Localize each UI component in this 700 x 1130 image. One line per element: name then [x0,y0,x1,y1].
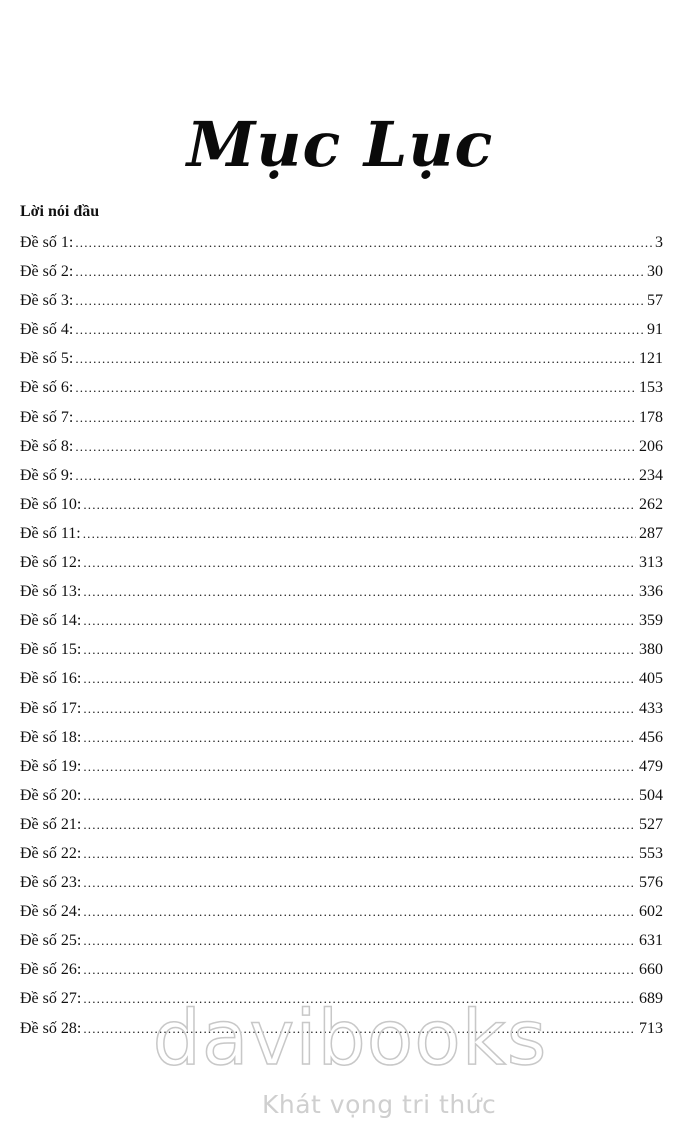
toc-entry [20,873,663,902]
toc-entry-label: Đề số 14: [20,612,82,630]
toc-entry-page: 262 [639,495,663,513]
toc-entry-page: 359 [639,612,663,630]
toc-leader-dots [75,291,644,311]
toc-entry [20,262,663,291]
toc-entry-page: 153 [639,379,663,397]
toc-entry-label: Đề số 2: [20,263,74,281]
toc-entry-label: Đề số 21: [20,815,82,833]
toc-entry [20,844,663,873]
toc-leader-dots [83,669,636,689]
toc-entry [20,931,663,960]
toc-entry-label: Đề số 28: [20,1019,82,1037]
toc-entry [20,378,663,407]
toc-leader-dots [83,524,636,544]
toc-entry [20,320,663,349]
toc-entry-label: Đề số 16: [20,670,82,688]
toc-leader-dots [83,902,636,922]
toc-entry-page: 57 [647,292,663,310]
toc-entry [20,553,663,582]
toc-leader-dots [75,349,636,369]
toc-leader-dots [83,582,636,602]
toc-entry [20,291,663,320]
toc-entry-page: 287 [639,524,663,542]
toc-entry-page: 433 [639,699,663,717]
toc-leader-dots [83,757,636,777]
toc-entry [20,524,663,553]
toc-entry [20,728,663,757]
toc-entry-label: Đề số 15: [20,641,82,659]
toc-entry-label: Đề số 6: [20,379,74,397]
toc-entry-page: 553 [639,844,663,862]
page-title: Mục Lục [186,108,494,181]
toc-entry-label: Đề số 9: [20,466,74,484]
toc-entry [20,757,663,786]
toc-entry-label: Đề số 22: [20,844,82,862]
toc-entry [20,669,663,698]
toc-entry-page: 527 [639,815,663,833]
toc-leader-dots [83,873,636,893]
toc-entry [20,408,663,437]
toc-entry-label: Đề số 18: [20,728,82,746]
toc-leader-dots [75,378,636,398]
toc-entry-label: Đề số 1: [20,234,74,251]
toc-entry-page: 689 [639,990,663,1008]
toc-leader-dots [83,640,636,660]
watermark-tagline: Khát vọng tri thức [262,1090,497,1119]
toc-entry-page: 456 [639,728,663,746]
toc-leader-dots [75,437,636,457]
toc-entry [20,466,663,495]
toc-entry-label: Đề số 12: [20,554,82,572]
toc-entry-page: 713 [639,1019,663,1037]
preface-entry: Lời nói đầu [20,203,100,220]
toc-entry [20,495,663,524]
toc-entry [20,960,663,989]
watermark-brand: davibooks [152,993,548,1082]
toc-entry-page: 479 [639,757,663,775]
toc-entry-page: 234 [639,466,663,484]
toc-entry-label: Đề số 8: [20,437,74,455]
toc-leader-dots [83,611,636,631]
toc-entry-page: 178 [639,408,663,426]
toc-entry [20,611,663,640]
toc-entry-page: 336 [639,583,663,601]
toc-leader-dots [75,233,652,253]
toc-entry [20,699,663,728]
toc-entry-label: Đề số 13: [20,583,82,601]
toc-entry [20,437,663,466]
toc-entry [20,786,663,815]
toc-entry-page: 576 [639,874,663,892]
toc-leader-dots [83,786,636,806]
toc-entry-label: Đề số 25: [20,932,82,950]
toc-entry-label: Đề số 17: [20,699,82,717]
toc-entry [20,815,663,844]
toc-leader-dots [83,699,636,719]
toc-entry-page: 602 [639,903,663,921]
toc-leader-dots [83,960,636,980]
toc-entry-page: 121 [639,350,663,368]
toc-entry-page: 313 [639,554,663,572]
toc-entry-label: Đề số 27: [20,990,82,1008]
toc-entry-page: 91 [647,321,663,339]
toc-entry [20,233,663,262]
toc-leader-dots [75,408,636,428]
toc-entry-page: 631 [639,932,663,950]
toc-entry-page: 3 [655,234,663,251]
toc-entry-page: 30 [647,263,663,281]
toc-leader-dots [83,931,636,951]
toc-entry-page: 380 [639,641,663,659]
toc-leader-dots [83,815,636,835]
toc-entry-label: Đề số 20: [20,786,82,804]
toc-leader-dots [75,320,644,340]
toc-entry [20,902,663,931]
toc-entry-page: 405 [639,670,663,688]
toc-leader-dots [83,844,636,864]
toc-entry-label: Đề số 4: [20,321,74,339]
toc-entry-label: Đề số 19: [20,757,82,775]
toc-leader-dots [83,553,636,573]
toc-list [20,233,663,1048]
toc-entry-label: Đề số 7: [20,408,74,426]
toc-leader-dots [75,466,636,486]
toc-entry [20,582,663,611]
toc-leader-dots [83,495,636,515]
toc-entry-label: Đề số 23: [20,874,82,892]
toc-entry-label: Đề số 26: [20,961,82,979]
toc-entry-page: 504 [639,786,663,804]
toc-entry [20,640,663,669]
toc-entry-label: Đề số 11: [20,524,81,542]
toc-entry-label: Đề số 5: [20,350,74,368]
toc-entry-label: Đề số 10: [20,495,82,513]
toc-entry-label: Đề số 3: [20,292,74,310]
toc-entry-label: Đề số 24: [20,903,82,921]
toc-leader-dots [83,728,636,748]
toc-leader-dots [75,262,644,282]
toc-entry [20,349,663,378]
toc-entry-page: 206 [639,437,663,455]
toc-entry-page: 660 [639,961,663,979]
